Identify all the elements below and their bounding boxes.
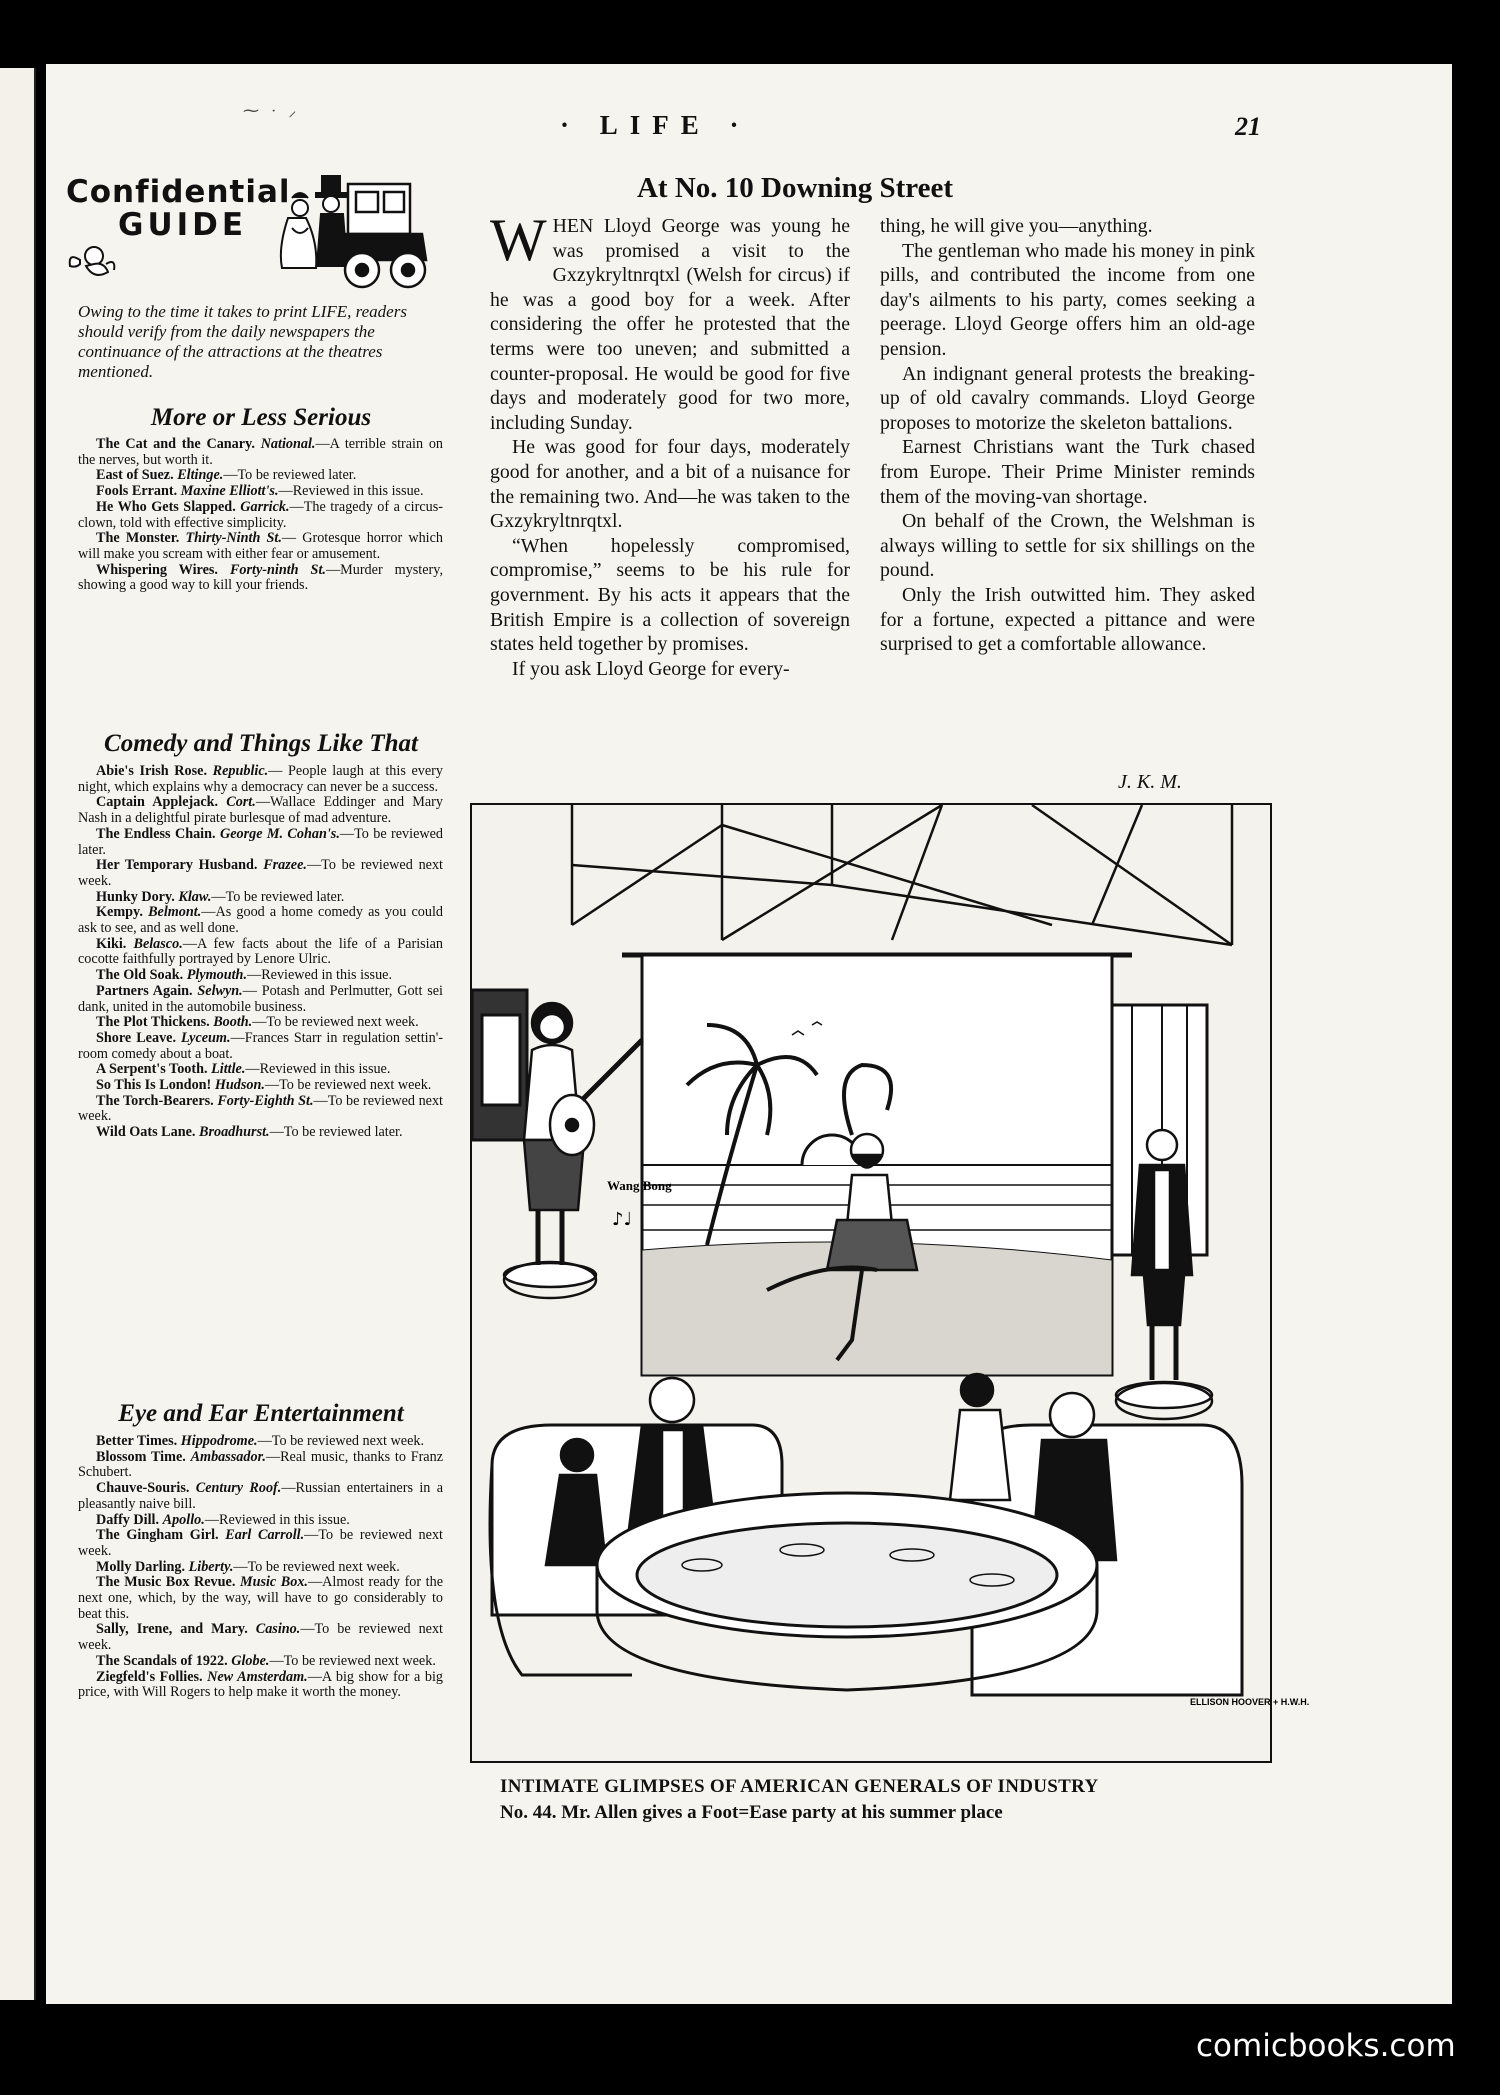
show-title: Whispering Wires. <box>96 561 218 578</box>
theatre-name: Hippodrome. <box>180 1433 258 1449</box>
show-description: —Reviewed in this issue. <box>245 1061 391 1078</box>
show-description: —Reviewed in this issue. <box>278 483 424 500</box>
theatre-name: Forty-Eighth St. <box>217 1092 314 1109</box>
show-description: —To be reviewed next week. <box>78 857 443 889</box>
drop-cap: W <box>490 207 547 273</box>
show-title: The Gingham Girl. <box>96 1527 219 1544</box>
section-title: Comedy and Things Like That <box>104 730 418 757</box>
paragraph-text: HEN Lloyd George was young he was promised a visit to the Gxzykryltnrqtxl (Welsh for circus) if he was a good boy for a week. After considering the offer he protested that the terms were too uneven; and submitted a counter-proposal. He would be good for five days and moderately good for two more, including Sunday. <box>490 215 850 434</box>
show-description: —Real music, thanks to Franz Schubert. <box>78 1448 443 1481</box>
show-description: —Reviewed in this issue. <box>204 1511 350 1528</box>
theatre-name: Booth. <box>213 1014 253 1031</box>
guide-title-line2: GUIDE <box>118 206 248 243</box>
show-title: So This Is London! <box>96 1077 212 1094</box>
show-title: Her Temporary Husband. <box>96 857 258 874</box>
listing-serious <box>78 437 443 594</box>
guide-illustration <box>66 168 466 298</box>
couple-icon <box>281 176 347 268</box>
show-description: —To be reviewed next week. <box>78 1527 443 1559</box>
listing-entry <box>78 905 443 936</box>
listing-eye-ear <box>78 1434 443 1701</box>
show-title: Kempy. <box>96 904 143 921</box>
show-description: —To be reviewed later. <box>223 467 357 484</box>
show-title: The Monster. <box>96 530 180 547</box>
listing-entry <box>78 1434 443 1450</box>
show-title: Hunky Dory. <box>96 888 175 905</box>
show-description: — Potash and Perlmutter, Gott sei dank, united in the automobile business. <box>78 982 443 1015</box>
show-description: —To be reviewed next week. <box>264 1077 432 1094</box>
page-number: 21 <box>1235 112 1261 141</box>
listing-entry <box>78 1481 443 1512</box>
cartoon-caption-title: INTIMATE GLIMPSES OF AMERICAN GENERALS OF INDUSTRY <box>500 1776 1099 1797</box>
show-description: —To be reviewed next week. <box>78 1621 444 1654</box>
listing-entry <box>78 1575 443 1622</box>
listing-entry <box>78 1654 443 1670</box>
section-title: Eye and Ear Entertainment <box>118 1400 404 1427</box>
show-title: The Cat and the Canary. <box>96 436 255 452</box>
listing-entry <box>78 937 443 968</box>
show-description: —Murder mystery, showing a good way to kill your friends. <box>78 561 443 594</box>
show-description: —A terrible strain on the nerves, but worth it. <box>78 436 444 468</box>
article-paragraph: On behalf of the Crown, the Welshman is always willing to settle for six shillings on the pound. <box>880 510 1255 582</box>
show-description: —To be reviewed later. <box>78 825 444 858</box>
cartoon-illustration <box>470 803 1310 1763</box>
show-title: Blossom Time. <box>96 1448 186 1465</box>
cherub-icon <box>70 247 115 275</box>
listing-entry <box>78 1125 443 1141</box>
listing-entry <box>78 1062 443 1078</box>
listing-entry <box>78 1015 443 1031</box>
article-paragraph: The gentleman who made his money in pink pills, and contributed the income from one day's ailments to his party, comes seeking a peerage. Lloyd George offers him an old-age pension. <box>880 239 1255 360</box>
show-title: He Who Gets Slapped. <box>96 498 236 515</box>
cartoon-caption-subtitle: No. 44. Mr. Allen gives a Foot=Ease party at his summer place <box>500 1802 1003 1823</box>
cartoon-sign-text: Wang Bong <box>607 1178 672 1193</box>
listing-entry <box>78 1560 443 1576</box>
show-description: —Russian entertainers in a pleasantly naive bill. <box>78 1480 443 1512</box>
paragraph-text: “When hopelessly compromised, compromise,” seems to be his rule for government. By his acts it appears that the British Empire is a collection of sovereign states held together by promises. <box>490 534 850 656</box>
artist-mark: ELLISON HOOVER + H.W.H. <box>1190 1697 1310 1707</box>
ceiling-rigging <box>572 805 1232 945</box>
show-title: The Torch-Bearers. <box>96 1092 214 1109</box>
guide-title-line1: Confidential <box>66 174 291 210</box>
facing-page-edge <box>0 68 36 2000</box>
listing-entry <box>78 1094 443 1125</box>
show-title: The Scandals of 1922. <box>96 1652 228 1669</box>
theatre-name: Republic. <box>212 763 269 779</box>
theatre-name: Forty-ninth St. <box>229 561 326 578</box>
listing-entry <box>78 484 443 500</box>
listing-entry <box>78 764 443 795</box>
theatre-name: National. <box>260 436 316 452</box>
theatre-name: Earl Carroll. <box>225 1527 305 1544</box>
guide-note: Owing to the time it takes to print LIFE, readers should verify from the daily newspapers the continuance of the attractions at the theatres mentioned. <box>78 302 407 381</box>
show-title: East of Suez. <box>96 467 174 484</box>
listing-entry <box>78 1513 443 1529</box>
show-title: Sally, Irene, and Mary. <box>96 1621 248 1638</box>
show-description: —To be reviewed next week. <box>78 1092 443 1125</box>
paragraph-text: He was good for four days, moderately good for another, and a bit of a nuisance for the remaining two. And—he was taken to the Gxzykryltnrqtxl. <box>490 436 850 533</box>
show-title: Molly Darling. <box>96 1558 186 1575</box>
theatre-name: Lyceum. <box>181 1029 231 1046</box>
show-title: Fools Errant. <box>96 483 178 500</box>
show-title: Abie's Irish Rose. <box>96 763 207 779</box>
show-description: —A big show for a big price, with Will Rogers to help make it worth the money. <box>78 1668 444 1701</box>
show-description: —To be reviewed next week. <box>257 1433 425 1449</box>
theatre-name: Hudson. <box>214 1077 265 1094</box>
show-description: —To be reviewed next week. <box>233 1558 400 1575</box>
theatre-name: Belasco. <box>133 935 183 952</box>
music-notes-icon: ♪♩ <box>612 1209 632 1230</box>
section-title: More or Less Serious <box>150 404 372 431</box>
theatre-name: Broadhurst. <box>199 1124 270 1141</box>
listing-entry <box>78 1031 443 1062</box>
show-title: Captain Applejack. <box>96 794 219 811</box>
theatre-name: Eltinge. <box>177 467 224 484</box>
theatre-name: Little. <box>211 1061 246 1078</box>
show-description: —Almost ready for the next one, which, by the way, will have to go considerably to beat this. <box>78 1574 444 1622</box>
listing-entry <box>78 827 443 858</box>
window-left <box>472 990 527 1140</box>
listing-comedy <box>78 764 443 1141</box>
listing-entry <box>78 1622 443 1653</box>
ink-marks: ⁓ · ⸝ <box>243 103 301 120</box>
watermark: comicbooks.com <box>1196 2028 1456 2064</box>
show-description: —A few facts about the life of a Parisian cocotte faithfully portrayed by Lenore Ulric. <box>78 935 444 968</box>
theatre-name: Liberty. <box>188 1558 234 1575</box>
show-description: —To be reviewed next week. <box>269 1652 436 1669</box>
theatre-name: Klaw. <box>178 888 212 905</box>
article-signature: J. K. M. <box>1118 771 1182 793</box>
show-title: Daffy Dill. <box>96 1511 160 1528</box>
listing-entry <box>78 795 443 826</box>
show-title: Wild Oats Lane. <box>96 1124 196 1141</box>
listing-entry <box>78 1450 443 1481</box>
listing-entry <box>78 500 443 531</box>
show-description: — Grotesque horror which will make you scream with either fear or amusement. <box>78 530 444 562</box>
show-title: The Endless Chain. <box>96 825 216 842</box>
theatre-name: Century Roof. <box>195 1480 282 1497</box>
show-description: —Wallace Eddinger and Mary Nash in a delightful pirate burlesque of mad adventure. <box>78 794 444 827</box>
theatre-name: Cort. <box>226 794 256 811</box>
listing-entry <box>78 984 443 1015</box>
paragraph-text: If you ask Lloyd George for every- <box>512 657 790 680</box>
theatre-name: Apollo. <box>162 1511 205 1528</box>
show-description: —Reviewed in this issue. <box>247 967 393 984</box>
show-title: Ziegfeld's Follies. <box>96 1668 203 1685</box>
show-description: —Frances Starr in regulation settin'-room comedy about a boat. <box>78 1029 443 1062</box>
listing-entry <box>78 531 443 562</box>
listing-entry <box>78 437 443 468</box>
show-description: —As good a home comedy as you could ask to see, and as well done. <box>78 904 443 937</box>
article-paragraph <box>490 534 850 657</box>
show-description: — People laugh at this every night, which explains why a democracy can never be a success. <box>78 763 443 795</box>
article-paragraph <box>490 657 850 682</box>
theatre-name: Casino. <box>255 1621 301 1638</box>
theatre-name: Selwyn. <box>197 982 243 999</box>
show-title: Kiki. <box>96 935 127 952</box>
show-title: Chauve-Souris. <box>96 1480 190 1497</box>
show-title: Partners Again. <box>96 982 193 999</box>
show-description: —To be reviewed next week. <box>252 1014 419 1031</box>
theatre-name: Music Box. <box>239 1574 308 1591</box>
listing-entry <box>78 968 443 984</box>
article-title: At No. 10 Downing Street <box>636 172 954 204</box>
article-column-2 <box>880 214 1255 657</box>
theatre-name: George M. Cohan's. <box>219 825 340 842</box>
automobile-icon <box>338 184 426 287</box>
show-description: —The tragedy of a circus-clown, told with effective simplicity. <box>78 498 443 531</box>
theatre-name: Garrick. <box>240 498 290 515</box>
show-title: Shore Leave. <box>96 1029 177 1046</box>
theatre-name: Ambassador. <box>190 1448 266 1465</box>
show-description: —To be reviewed later. <box>211 888 345 905</box>
show-description: —To be reviewed later. <box>269 1124 403 1141</box>
article-paragraph: Earnest Christians want the Turk chased from Europe. Their Prime Minister reminds them of the moving-van shortage. <box>880 436 1255 508</box>
guide-header <box>66 168 466 298</box>
show-title: A Serpent's Tooth. <box>96 1061 208 1078</box>
listing-entry <box>78 468 443 484</box>
listing-entry <box>78 1670 443 1701</box>
article-paragraph: Only the Irish outwitted him. They asked for a fortune, expected a pittance and were surprised to get a comfortable allowance. <box>880 583 1255 656</box>
running-head: · LIFE · <box>560 110 751 140</box>
theatre-name: New Amsterdam. <box>207 1668 308 1685</box>
listing-entry <box>78 858 443 889</box>
show-title: The Plot Thickens. <box>96 1014 210 1031</box>
backdrop-screen <box>622 955 1132 1375</box>
theatre-name: Thirty-Ninth St. <box>185 530 282 547</box>
show-title: Better Times. <box>96 1433 178 1449</box>
theatre-name: Maxine Elliott's. <box>180 483 279 500</box>
article-paragraph: An indignant general protests the breaking-up of old cavalry commands. Lloyd George proposes to motorize the skeleton battalions. <box>880 362 1255 434</box>
listing-entry <box>78 563 443 594</box>
article-paragraph <box>490 435 850 533</box>
theatre-name: Globe. <box>231 1652 270 1669</box>
article-paragraph: thing, he will give you—anything. <box>880 215 1153 237</box>
show-title: The Music Box Revue. <box>96 1574 236 1591</box>
show-title: The Old Soak. <box>96 967 184 984</box>
article-column-1 <box>490 207 850 681</box>
listing-entry <box>78 890 443 906</box>
listing-entry <box>78 1528 443 1559</box>
theatre-name: Plymouth. <box>186 967 247 984</box>
listing-entry <box>78 1078 443 1094</box>
theatre-name: Frazee. <box>263 857 307 874</box>
theatre-name: Belmont. <box>148 904 202 921</box>
article-paragraph <box>490 207 850 435</box>
